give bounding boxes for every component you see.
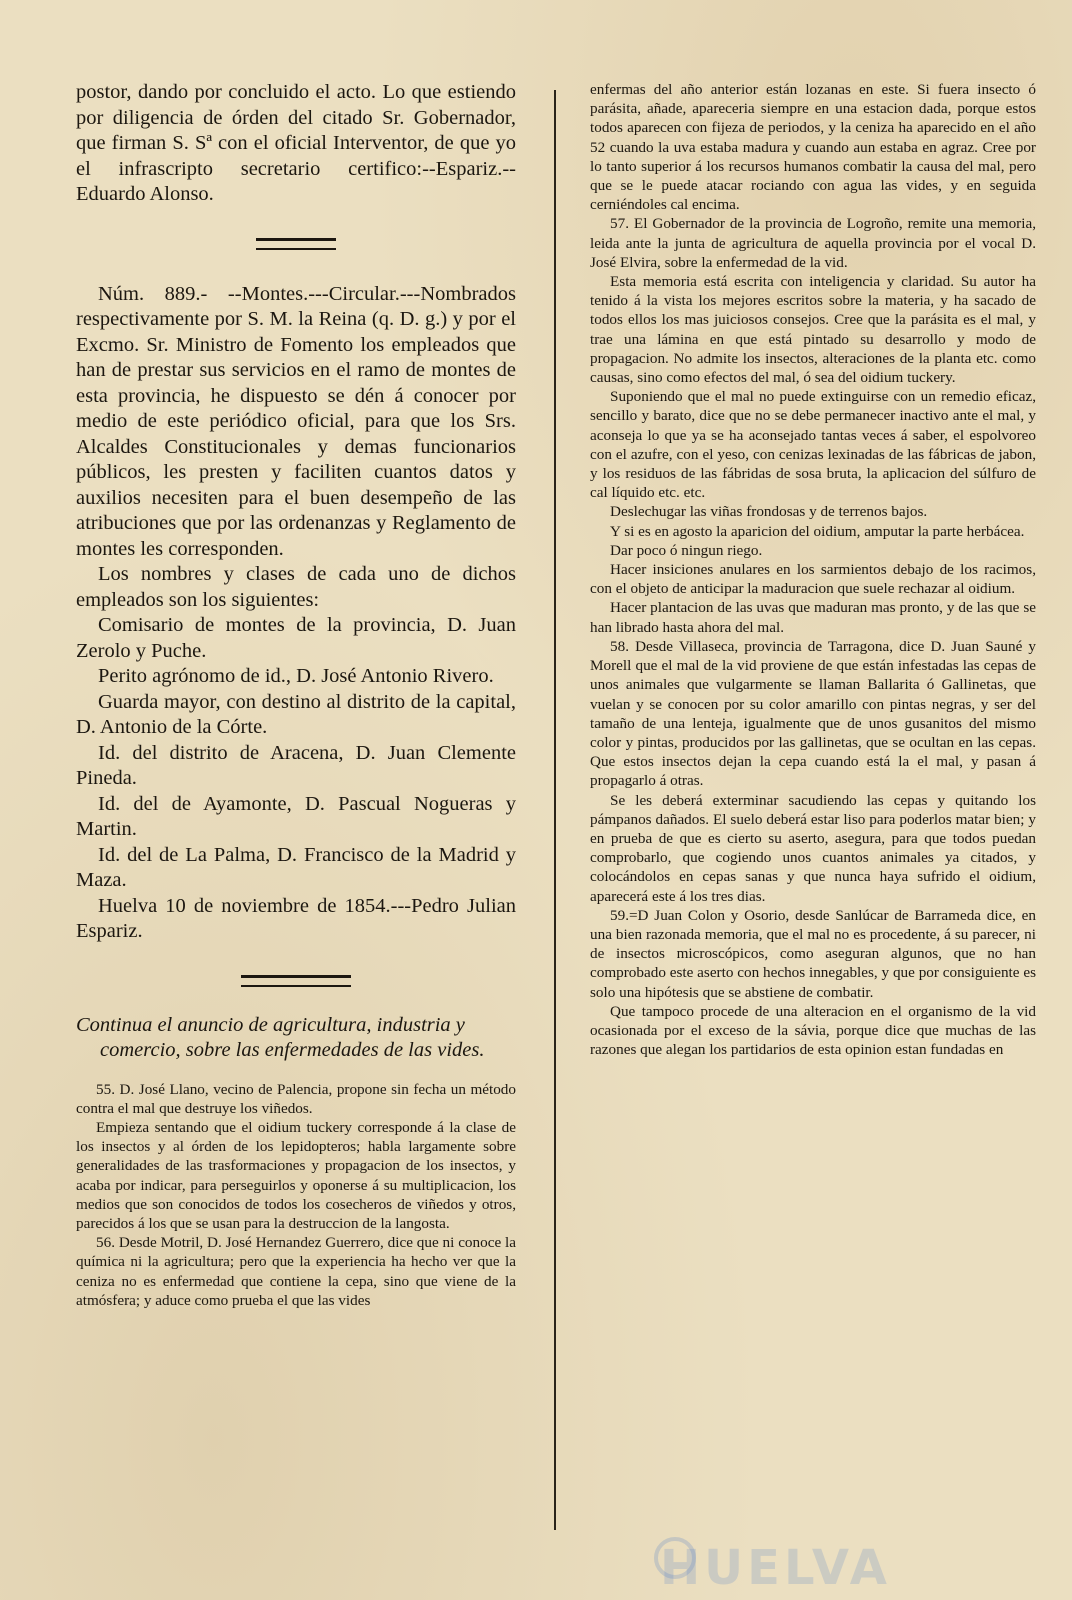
notice-paragraph: 57. El Gobernador de la provincia de Logroño, remite una memoria, leida ante la junta de agricultura de aquella provincia por el vocal D. José Elvira, sobre la enfermedad de la vid. — [590, 215, 1036, 271]
notice-paragraph: Hacer insiciones anulares en los sarmientos debajo de los racimos, con el objeto de anticipar la maduracion que suele rechazar al oidium. — [590, 561, 1036, 598]
notice-paragraph: 58. Desde Villaseca, provincia de Tarragona, dice D. Juan Sauné y Morell que el mal de la vid proviene de que están infestadas las cepas de unos animales que vulgarmente se llaman Ballarita ó Gallinetas, que vuelan y se conocen por su color amarillo con pintas negras, y ser del tamaño de una lenteja, igualmente que de unos gusanitos del mismo color y pintas, producidos por las gallinetas, que se ocultan en las cepas. Que estos insectos dejan la cepa cuando está la el mal, y pasan á propagarlo á otras. — [590, 637, 1036, 790]
notice-paragraph: Se les deberá exterminar sacudiendo las cepas y quitando los pámpanos dañados. El suelo deberá estar liso para poderlos matar bien; y en prueba de que es cierto su aserto, asegura, para que todos puedan comprobarlo, que cogiendo unos cuantos animales ya citados, y colocándolos en cepas sanas y que nunca haya sufrido el oidium, aparecerá este á los tres dias. — [590, 791, 1036, 905]
notice-paragraph: 59.=D Juan Colon y Osorio, desde Sanlúcar de Barrameda dice, en una bien razonada memoria, que el mal no es procedente, á su parecer, ni de insectos microscópicos, como aseguran algunos, que no han comprobado este aserto con hechos innegables, y que por consiguiente es solo una hipótesis que se abstiene de combatir. — [590, 906, 1036, 1001]
notice-paragraph: Esta memoria está escrita con inteligencia y claridad. Su autor ha tenido á la vista los mejores escritos sobre la materia, y ha sacado de todos ellos los mas juiciosos consejos. Cree que la parásita es el mal, y trae una lámina en que está pintado su desarrollo y modo de propagacion. No admite los insectos, alteraciones de la planta etc. como causas, sino como efectos del mal, ó sea del oidium tuckery. — [590, 273, 1036, 387]
agriculture-notice-right — [590, 80, 1036, 1059]
staff-entry: Comisario de montes de la provincia, D. Juan Zerolo y Puche. — [76, 614, 516, 662]
staff-entry: Id. del distrito de Aracena, D. Juan Clemente Pineda. — [76, 741, 516, 789]
staff-entry: Id. del de Ayamonte, D. Pascual Nogueras y Martin. — [76, 792, 516, 840]
notice-paragraph: Que tampoco procede de una alteracion en el organismo de la vid ocasionada por el exceso de la sávia, porque dice que muchas de las razones que alegan los partidarios de esta opinion estan fundadas en — [590, 1002, 1036, 1059]
staff-list — [76, 613, 516, 894]
notice-paragraph: Suponiendo que el mal no puede extinguirse con un remedio eficaz, sencillo y barato, dice que no se debe permanecer inactivo ante el mal, y aconseja lo que ya se ha aconsejado tantas veces á saber, el espolvoreo con el azufre, con el yeso, con cenizas lexinadas de las fábricas de jabon, y los residuos de las fábridas de sosa bruta, la aplicacion del súlfuro de cal líquido etc. etc. — [590, 388, 1036, 502]
agriculture-notice-left — [76, 1080, 516, 1310]
staff-entry: Id. del de La Palma, D. Francisco de la Madrid y Maza. — [76, 843, 516, 891]
notice-paragraph: 56. Desde Motril, D. José Hernandez Guerrero, dice que ni conoce la química ni la agricultura; pero que la experiencia ha hecho ver que la ceniza no es enfermedad que contiene la cepa, sino que viene de la atmósfera; y aduce como prueba el que las vides — [76, 1234, 516, 1309]
watermark-text: HUELVA — [660, 1540, 891, 1596]
section-separator — [241, 975, 351, 987]
notice-paragraph: 55. D. José Llano, vecino de Palencia, propone sin fecha un método contra el mal que destruye los viñedos. — [76, 1080, 516, 1117]
notice-paragraph: Deslechugar las viñas frondosas y de terrenos bajos. — [610, 503, 928, 521]
section-separator — [256, 238, 336, 250]
notice-paragraph: Hacer plantacion de las uvas que maduran mas pronto, y de las que se han librado hasta ahora del mal. — [590, 599, 1036, 636]
circular-intro: Núm. 889.- --Montes.---Circular.---Nombrados respectivamente por S. M. la Reina (q. D. g.) y por el Excmo. Sr. Ministro de Fomento los empleados que han de prestar sus servicios en el ramo de montes de esta provincia, he dispuesto se dén á conocer por medio de este periódico oficial, para que los Srs. Alcaldes Constitucionales y demas funcionarios públicos, les presten y faciliten cuantos datos y auxilios necesiten para el buen desempeño de las atribuciones que por las ordenanzas y Reglamento de montes les corresponden. — [76, 282, 516, 560]
left-column — [76, 80, 516, 1560]
right-column — [590, 80, 1036, 1560]
staff-entry: Perito agrónomo de id., D. José Antonio Rivero. — [98, 665, 494, 687]
notice-paragraph: enfermas del año anterior están lozanas en este. Si fuera insecto ó parásita, añade, apareceria siempre en una estacion dada, porque estos todos aparecen con fijeza de periodos, y la ceniza ha aparecido en el año 52 cuando la uva estaba madura y cuando aun estaba en agraz. Cree por lo tanto superior á los recursos humanos combatir la causa del mal, pero que se le puede atacar rociando con agua las vides, y en seguida cerniéndoles cal encima. — [590, 81, 1036, 214]
staff-entry: Guarda mayor, con destino al distrito de la capital, D. Antonio de la Córte. — [76, 690, 516, 738]
names-intro: Los nombres y clases de cada uno de dichos empleados son los siguientes: — [76, 563, 516, 611]
column-divider — [554, 90, 556, 1530]
notice-paragraph: Y si es en agosto la aparicion del oidium, amputar la parte herbácea. — [610, 522, 1025, 540]
notice-paragraph: Dar poco ó ningun riego. — [610, 541, 763, 559]
continuation-paragraph: postor, dando por concluido el acto. Lo que estiendo por diligencia de órden del citado Sr. Gobernador, que firman S. Sª con el oficial Interventor, de que yo el infrascripto secretario certifico:--Espariz.--Eduardo Alonso. — [76, 81, 516, 205]
section-heading: Continua el anuncio de agricultura, industria y comercio, sobre las enfermedades de las vides. — [76, 1013, 485, 1061]
notice-paragraph: Empieza sentando que el oidium tuckery corresponde á la clase de los insectos y al órden de los lepidopteros; habla largamente sobre generalidades de las trasformaciones y propagacion de los insectos, y acaba por indicar, para perseguirlos y oponerse á su multiplicacion, los medios que son conocidos de todos los cosecheros de viñedos y otros, parecidos á los que se usan para la destruccion de la langosta. — [76, 1118, 516, 1232]
signature-line: Huelva 10 de noviembre de 1854.---Pedro Julian Espariz. — [76, 894, 516, 942]
